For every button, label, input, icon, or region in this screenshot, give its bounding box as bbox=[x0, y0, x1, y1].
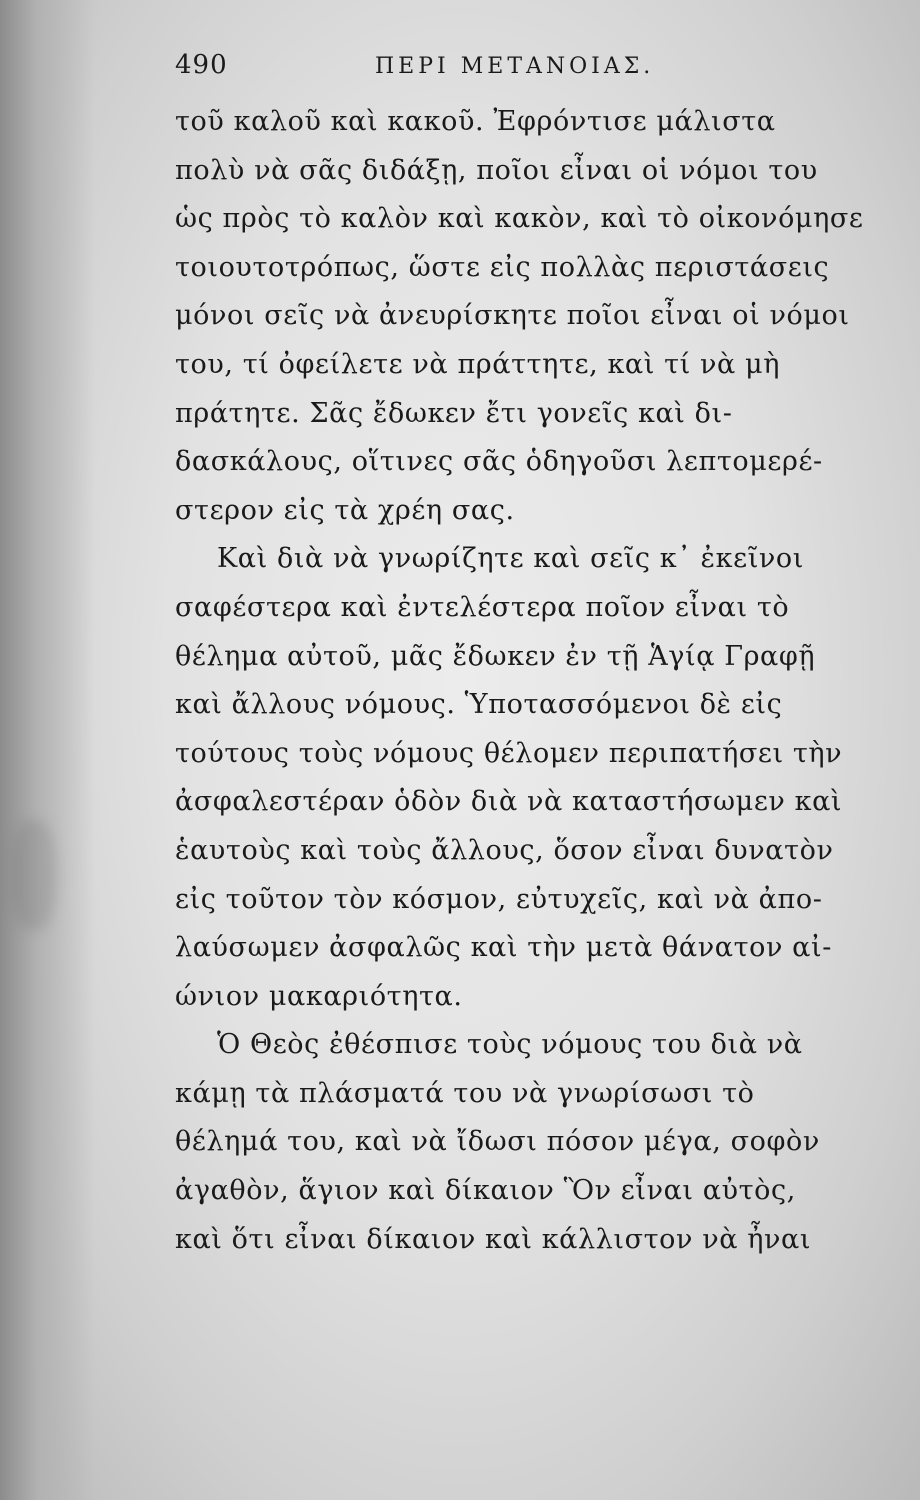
paragraph-2 bbox=[175, 535, 855, 1021]
text-line: ἀσφαλεστέραν ὁδὸν διὰ νὰ καταστήσωμεν καὶ bbox=[175, 786, 843, 818]
text-line: καὶ ὅτι εἶναι δίκαιον καὶ κάλλιστον νὰ ἦναι bbox=[175, 1223, 812, 1255]
book-page bbox=[175, 40, 864, 1460]
text-line: καὶ ἄλλους νόμους. Ὑποτασσόμενοι δὲ εἰς bbox=[175, 689, 783, 721]
text-line: εἰς τοῦτον τὸν κόσμον, εὐτυχεῖς, καὶ νὰ ἀπο- bbox=[175, 883, 823, 915]
text-line: πράτητε. Σᾶς ἔδωκεν ἔτι γονεῖς καὶ δι- bbox=[175, 397, 733, 429]
text-line: τοῦ καλοῦ καὶ κακοῦ. Ἐφρόντισε μάλιστα bbox=[175, 106, 776, 137]
text-line: θέλημα αὐτοῦ, μᾶς ἔδωκεν ἐν τῇ Ἁγίᾳ Γραφῇ bbox=[175, 640, 816, 672]
text-line: ώνιον μακαριότητα. bbox=[175, 980, 463, 1012]
text-line: λαύσωμεν ἀσφαλῶς καὶ τὴν μετὰ θάνατον αἰ- bbox=[175, 932, 832, 964]
text-line: τοιουτοτρόπως, ὥστε εἰς πολλὰς περιστάσεις bbox=[175, 251, 830, 283]
text-line: Ὁ Θεὸς ἐθέσπισε τοὺς νόμους του διὰ νὰ bbox=[217, 1029, 803, 1061]
text-line: τούτους τοὺς νόμους θέλομεν περιπατήσει τὴν bbox=[175, 737, 843, 769]
text-line: δασκάλους, οἵτινες σᾶς ὁδηγοῦσι λεπτομερέ- bbox=[175, 446, 823, 478]
text-line: θέλημά του, καὶ νὰ ἴδωσι πόσον μέγα, σοφὸν bbox=[175, 1126, 820, 1158]
text-line: στερον εἰς τὰ χρέη σας. bbox=[175, 494, 515, 526]
binding-shadow bbox=[0, 0, 95, 1500]
text-line: μόνοι σεῖς νὰ ἀνευρίσκητε ποῖοι εἶναι οἱ νόμοι bbox=[175, 300, 850, 332]
paragraph-1 bbox=[175, 98, 864, 535]
ink-bleed-mark bbox=[12, 820, 56, 930]
paragraph-3 bbox=[175, 1021, 855, 1264]
text-line: κάμῃ τὰ πλάσματά του νὰ γνωρίσωσι τὸ bbox=[175, 1077, 755, 1109]
body-text bbox=[175, 98, 864, 1264]
running-title: ΠΕΡΙ ΜΕΤΑΝΟΙΑΣ. bbox=[375, 54, 655, 79]
text-line: πολὺ νὰ σᾶς διδάξῃ, ποῖοι εἶναι οἱ νόμοι του bbox=[175, 154, 818, 186]
page-number: 490 bbox=[175, 50, 228, 80]
text-line: ἑαυτοὺς καὶ τοὺς ἄλλους, ὅσον εἶναι δυνατὸν bbox=[175, 834, 834, 866]
running-head bbox=[175, 40, 855, 90]
text-line: Καὶ διὰ νὰ γνωρίζητε καὶ σεῖς κ᾿ ἐκεῖνοι bbox=[217, 543, 804, 575]
text-line: του, τί ὀφείλετε νὰ πράττητε, καὶ τί νὰ μὴ bbox=[175, 348, 780, 380]
text-line: ἀγαθὸν, ἅγιον καὶ δίκαιον Ὃν εἶναι αὐτὸς, bbox=[175, 1175, 796, 1207]
text-line: ὡς πρὸς τὸ καλὸν καὶ κακὸν, καὶ τὸ οἰκονόμησε bbox=[175, 203, 864, 235]
text-line: σαφέστερα καὶ ἐντελέστερα ποῖον εἶναι τὸ bbox=[175, 591, 790, 623]
